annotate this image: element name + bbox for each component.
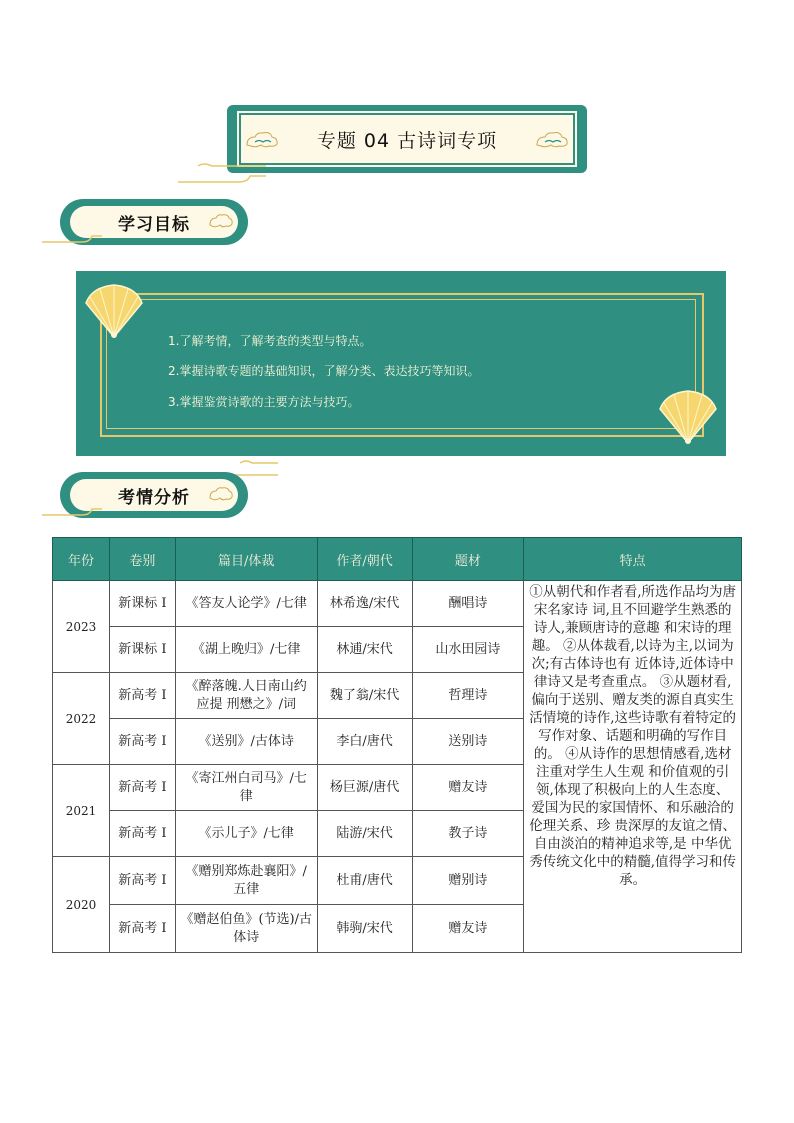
feature-cell: ①从朝代和作者看,所选作品均为唐宋名家诗 词,且不回避学生熟悉的诗人,兼顾唐诗的意趣 和宋诗的理趣。 ②从体裁看,以诗为主,以词为次;有古体诗也有 近体诗,近体诗中律诗又是考查重点。 ③从题材看,偏向于送别、赠友类的源自真实生 活情境的诗作,这些诗歌有着特定的写作对象、话题和明确的写作目的。 ④从诗作的思想情感看,选材注重对学生人生观 和价值观的引领,体现了积极向上的人生态度、 爱国为民的家国情怀、和乐融洽的伦理关系、珍 贵深厚的友谊之情、自由淡泊的精神追求等,是 中华优秀传统文化中的精髓,值得学习和传承。: [524, 581, 742, 953]
cloud-icon: [208, 213, 234, 229]
author-cell: 杜甫/唐代: [317, 857, 412, 905]
paper-cell: 新高考 I: [109, 811, 175, 857]
title-cell: 《赠别郑炼赴襄阳》/五律: [175, 857, 317, 905]
decorative-lines: [178, 162, 268, 186]
decorative-lines: [42, 505, 102, 519]
exam-analysis-table: [52, 537, 742, 953]
year-cell: 2020: [53, 857, 110, 953]
title-cell: 《赠赵伯鱼》(节选)/古体诗: [175, 905, 317, 953]
paper-cell: 新课标 I: [109, 627, 175, 673]
cloud-icon: [208, 486, 234, 502]
title-banner: [227, 105, 587, 173]
theme-cell: 哲理诗: [412, 673, 524, 719]
paper-cell: 新高考 I: [109, 857, 175, 905]
author-cell: 杨巨源/唐代: [317, 765, 412, 811]
paper-cell: 新高考 I: [109, 765, 175, 811]
table-header-row: [53, 538, 742, 581]
section-analysis-title: 考情分析: [118, 487, 190, 508]
goal-item: 3.掌握鉴赏诗歌的主要方法与技巧。: [168, 395, 360, 409]
fan-icon: [82, 283, 146, 339]
author-cell: 韩驹/宋代: [317, 905, 412, 953]
author-cell: 李白/唐代: [317, 719, 412, 765]
goal-item: 2.掌握诗歌专题的基础知识，了解分类、表达技巧等知识。: [168, 364, 480, 378]
theme-cell: 赠友诗: [412, 765, 524, 811]
decorative-lines: [42, 232, 102, 246]
section-goals-title: 学习目标: [118, 214, 190, 235]
title-cell: 《答友人论学》/七律: [175, 581, 317, 627]
author-cell: 陆游/宋代: [317, 811, 412, 857]
title-cell: 《送别》/古体诗: [175, 719, 317, 765]
column-header-year: 年份: [53, 538, 110, 581]
year-cell: 2022: [53, 673, 110, 765]
theme-cell: 山水田园诗: [412, 627, 524, 673]
theme-cell: 赠别诗: [412, 857, 524, 905]
title-cell: 《示儿子》/七律: [175, 811, 317, 857]
column-header-feature: 特点: [524, 538, 742, 581]
title-cell: 《寄江州白司马》/七律: [175, 765, 317, 811]
table-row: [53, 581, 742, 627]
paper-cell: 新高考 I: [109, 719, 175, 765]
theme-cell: 酬唱诗: [412, 581, 524, 627]
author-cell: 林希逸/宋代: [317, 581, 412, 627]
author-cell: 魏了翁/宋代: [317, 673, 412, 719]
year-cell: 2021: [53, 765, 110, 857]
goals-panel: [76, 271, 726, 456]
page-title: 专题 04 古诗词专项: [316, 129, 498, 152]
goal-item: 1.了解考情，了解考查的类型与特点。: [168, 334, 372, 348]
paper-cell: 新高考 I: [109, 673, 175, 719]
column-header-title: 篇目/体裁: [175, 538, 317, 581]
theme-cell: 教子诗: [412, 811, 524, 857]
theme-cell: 送别诗: [412, 719, 524, 765]
fan-icon: [656, 389, 720, 445]
author-cell: 林逋/宋代: [317, 627, 412, 673]
column-header-author: 作者/朝代: [317, 538, 412, 581]
paper-cell: 新高考 I: [109, 905, 175, 953]
cloud-icon: [245, 131, 279, 149]
title-inner: [239, 113, 575, 165]
cloud-icon: [535, 131, 569, 149]
year-cell: 2023: [53, 581, 110, 673]
title-cell: 《湖上晚归》/七律: [175, 627, 317, 673]
theme-cell: 赠友诗: [412, 905, 524, 953]
title-cell: 《醉落魄.人日南山约应提 刑懋之》/词: [175, 673, 317, 719]
column-header-theme: 题材: [412, 538, 524, 581]
paper-cell: 新课标 I: [109, 581, 175, 627]
column-header-paper: 卷别: [109, 538, 175, 581]
